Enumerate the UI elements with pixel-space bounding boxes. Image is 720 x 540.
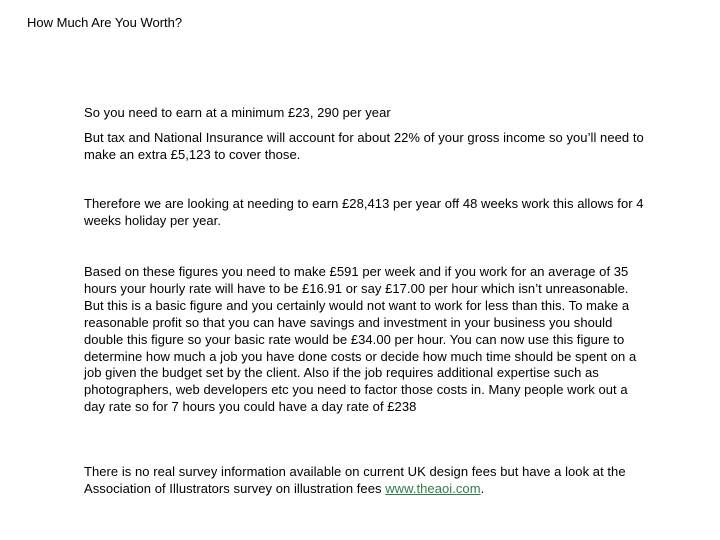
aoi-website-link[interactable]: www.theaoi.com: [385, 480, 481, 496]
paragraph-annual-target: Therefore we are looking at needing to earn £28,413 per year off 48 weeks work this allows for 4 weeks holiday per year.: [84, 196, 644, 228]
paragraph-minimum-earnings: So you need to earn at a minimum £23, 290 per year: [84, 105, 391, 120]
survey-info-end: .: [480, 480, 485, 496]
paragraph-hourly-rate: Based on these figures you need to make £591 per week and if you work for an average of 35 hours your hourly rate will have to be £16.91 or say £17.00 per hour which isn’t unreasonable. But this is a basic figure and you certainly would not want to work for less than this. To make a reasonable profit so that you can have savings and investment in your business you should double this figure so your basic rate would be £34.00 per hour. You can now use this figure to determine how much a job you have done costs or decide how much time should be spent on a job given the budget set by the client. Also if the job requires additional expertise such as photographers, web developers etc you need to factor those costs in. Many people work out a day rate so for 7 hours you could have a day rate of £238: [84, 264, 637, 415]
page-title: How Much Are You Worth?: [27, 15, 183, 30]
survey-info-text: There is no real survey information available on current UK design fees but have a look at the Association of Illustrators survey on illustration fees: [84, 464, 626, 496]
paragraph-survey-info: [84, 464, 644, 498]
paragraph-tax-insurance: But tax and National Insurance will account for about 22% of your gross income so you’ll need to make an extra £5,123 to cover those.: [84, 130, 644, 162]
